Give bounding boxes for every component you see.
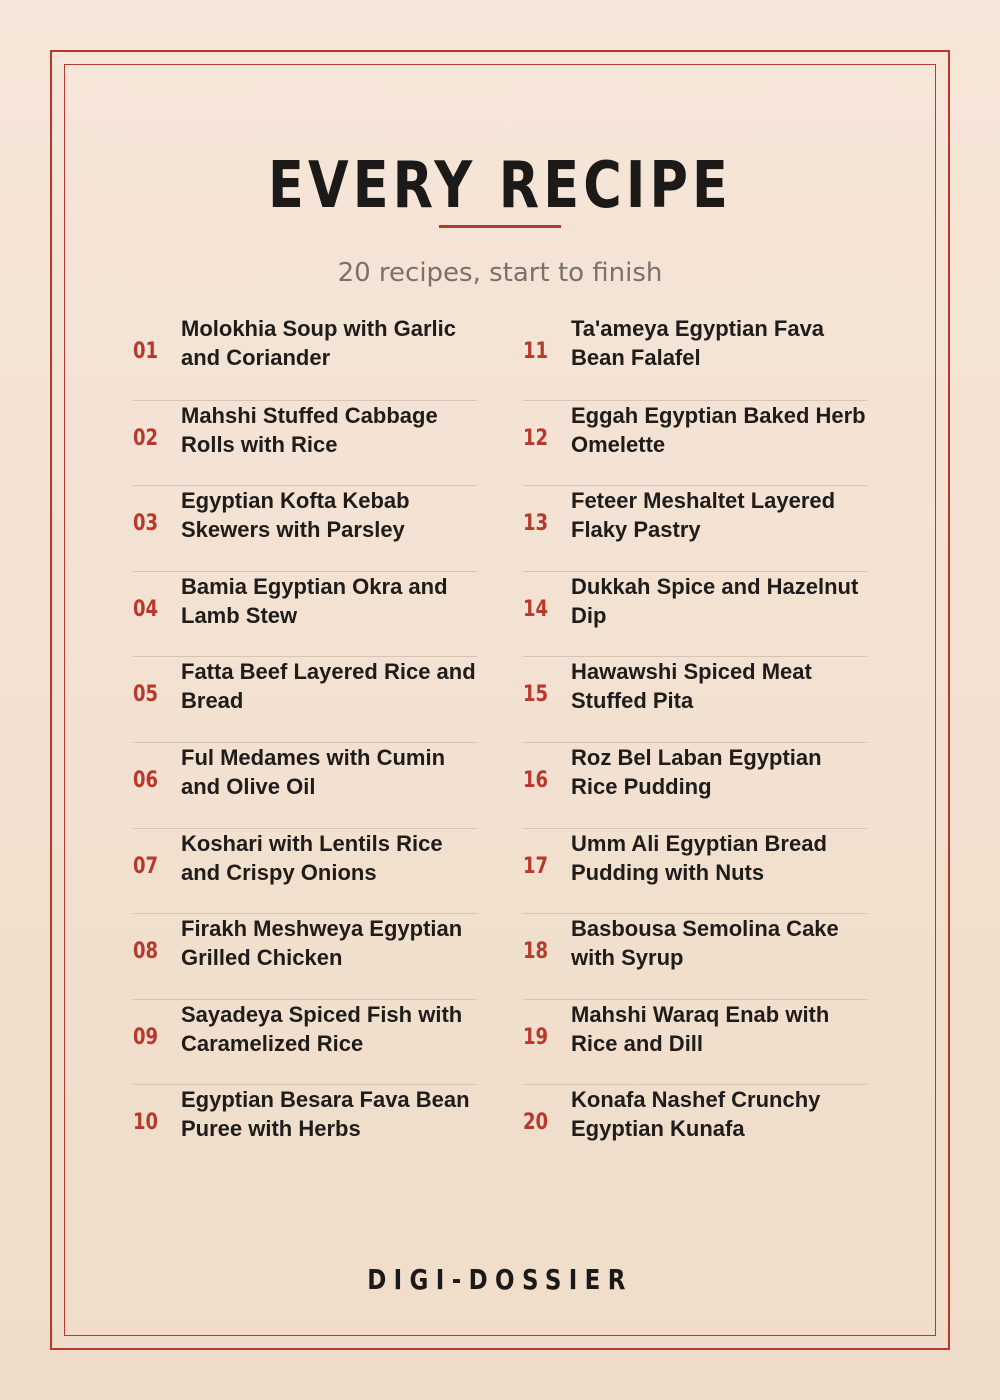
recipe-name: Basbousa Semolina Cake with Syrup: [571, 916, 839, 971]
recipe-list-item: [523, 314, 867, 400]
recipe-number: 11: [523, 339, 549, 364]
recipe-number: 02: [133, 425, 159, 451]
recipe-list-item: [523, 828, 867, 914]
recipe-list-item: [523, 1084, 867, 1170]
recipe-list-item: [133, 571, 477, 657]
recipe-name: Egyptian Besara Fava Bean Puree with Herbs: [181, 1087, 470, 1142]
title-underline-rule: [439, 225, 561, 228]
recipe-list-item: [523, 485, 867, 571]
recipe-number: 03: [133, 511, 159, 537]
recipe-number: 05: [133, 682, 159, 708]
recipe-list-item: [133, 314, 477, 400]
recipe-list-item: [523, 913, 867, 999]
recipe-list-item: [133, 913, 477, 999]
recipe-name: Umm Ali Egyptian Bread Pudding with Nuts: [571, 830, 827, 885]
recipe-number: 08: [133, 939, 159, 965]
page-title: EVERY RECIPE: [268, 149, 732, 223]
recipe-name: Firakh Meshweya Egyptian Grilled Chicken: [181, 916, 463, 971]
recipe-number: 04: [133, 596, 159, 622]
recipe-list-item: [523, 400, 867, 486]
recipe-number: 17: [523, 853, 549, 879]
recipe-list-item: [133, 999, 477, 1085]
recipe-name: Mahshi Waraq Enab with Rice and Dill: [571, 1001, 830, 1056]
recipe-name: Eggah Egyptian Baked Herb Omelette: [571, 402, 866, 457]
recipe-list-item: [133, 1084, 477, 1170]
recipe-number: 01: [133, 339, 159, 364]
recipe-name: Sayadeya Spiced Fish with Caramelized Rice: [181, 1001, 463, 1056]
recipe-list-item: [523, 656, 867, 742]
recipe-list-item: [523, 571, 867, 657]
recipe-number: 07: [133, 853, 159, 879]
recipe-number: 06: [133, 767, 159, 793]
recipe-number: 18: [523, 939, 549, 965]
recipe-list-item: [133, 400, 477, 486]
brand-footer: DIGI-DOSSIER: [367, 1263, 633, 1296]
recipe-name: Roz Bel Laban Egyptian Rice Pudding: [571, 744, 822, 799]
recipe-number: 16: [523, 767, 549, 793]
recipe-name: Dukkah Spice and Hazelnut Dip: [571, 573, 859, 628]
recipe-name: Molokhia Soup with Garlic and Coriander: [181, 316, 457, 370]
recipe-number: 15: [523, 682, 549, 708]
recipe-number: 09: [133, 1024, 159, 1050]
recipe-name: Egyptian Kofta Kebab Skewers with Parsley: [181, 488, 410, 543]
recipe-name: Hawawshi Spiced Meat Stuffed Pita: [571, 659, 812, 714]
recipe-number: 10: [133, 1110, 159, 1136]
recipe-name: Konafa Nashef Crunchy Egyptian Kunafa: [571, 1087, 821, 1142]
recipe-number: 14: [523, 596, 549, 622]
recipe-number: 13: [523, 511, 549, 537]
recipe-list-item: [523, 742, 867, 828]
recipe-list-left-column: [133, 314, 477, 1170]
recipe-name: Bamia Egyptian Okra and Lamb Stew: [181, 573, 448, 628]
recipe-list-item: [133, 742, 477, 828]
recipe-list-right-column: [523, 314, 867, 1170]
recipe-name: Ful Medames with Cumin and Olive Oil: [181, 744, 446, 799]
recipe-number: 19: [523, 1024, 549, 1050]
page-subtitle: 20 recipes, start to finish: [337, 258, 663, 288]
recipe-number: 20: [523, 1110, 549, 1136]
recipe-name: Mahshi Stuffed Cabbage Rolls with Rice: [181, 402, 438, 457]
recipe-name: Koshari with Lentils Rice and Crispy Onions: [181, 830, 443, 885]
recipe-list-item: [133, 656, 477, 742]
recipe-name: Feteer Meshaltet Layered Flaky Pastry: [571, 488, 836, 543]
recipe-name: Fatta Beef Layered Rice and Bread: [181, 659, 476, 714]
recipe-list-item: [133, 485, 477, 571]
recipe-number: 12: [523, 425, 549, 451]
recipe-list-item: [133, 828, 477, 914]
recipe-name: Ta'ameya Egyptian Fava Bean Falafel: [571, 316, 825, 370]
recipe-list-item: [523, 999, 867, 1085]
